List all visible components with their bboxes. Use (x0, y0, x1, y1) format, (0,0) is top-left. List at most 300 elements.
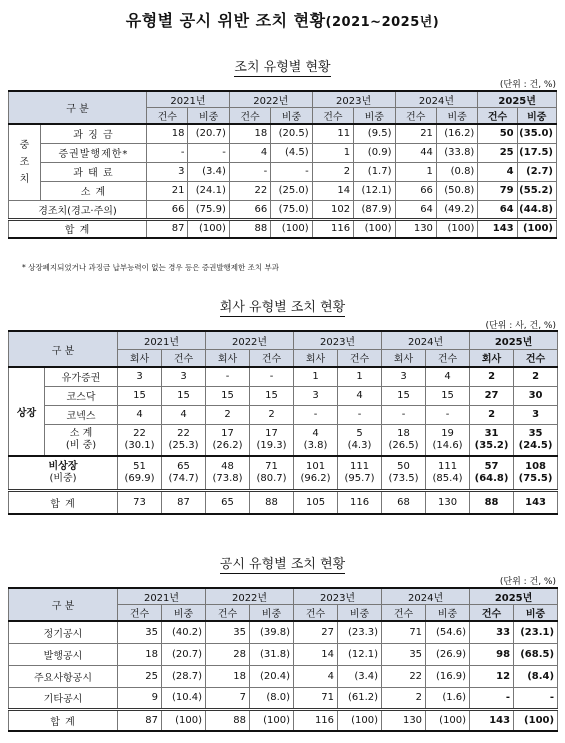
value-cell: 2 (470, 367, 514, 386)
value-cell: (61.2) (338, 687, 382, 709)
value-cell: (2.7) (517, 162, 556, 181)
count-header: 건수 (147, 108, 188, 125)
value-cell: 30 (514, 386, 558, 405)
table-row (9, 621, 558, 643)
value-cell: - (382, 405, 426, 424)
count-header: 건수 (250, 349, 294, 367)
value-cell: 3 (514, 405, 558, 424)
ratio-value: (95.7) (344, 472, 375, 484)
count-value: 50 (397, 460, 410, 472)
value-cell: (12.1) (338, 643, 382, 665)
value-cell: 64 (478, 200, 517, 219)
value-cell: 3 (162, 367, 206, 386)
value-cell: 71 (294, 687, 338, 709)
value-cell: 14 (294, 643, 338, 665)
count-header: 건수 (395, 108, 436, 125)
value-cell (514, 456, 558, 490)
value-cell: 66 (147, 200, 188, 219)
value-cell: (33.8) (436, 143, 477, 162)
value-cell: (100) (426, 709, 470, 731)
ratio-header: 비중 (354, 108, 395, 125)
value-cell: 105 (294, 490, 338, 514)
count-value: 35 (528, 427, 543, 439)
row-label (9, 456, 118, 490)
row-label: 과 징 금 (40, 124, 146, 143)
count-header: 건수 (426, 349, 470, 367)
value-cell (470, 456, 514, 490)
page-title: 유형별 공시 위반 조치 현황(2021~2025년) (125, 11, 440, 30)
ratio-value: (73.8) (212, 472, 243, 484)
year-header: 2025년 (470, 588, 558, 605)
value-cell: 66 (395, 181, 436, 200)
value-cell: 15 (206, 386, 250, 405)
count-header: 건수 (478, 108, 517, 125)
row-label: 발행공시 (9, 643, 118, 665)
table-row (9, 181, 557, 200)
value-cell: 143 (470, 709, 514, 731)
value-cell: (100) (354, 219, 395, 238)
value-cell: 4 (478, 162, 517, 181)
value-cell: 3 (147, 162, 188, 181)
value-cell (250, 456, 294, 490)
ratio-header: 비중 (426, 605, 470, 622)
table-row (9, 687, 558, 709)
company-header: 회사 (206, 349, 250, 367)
ratio-value: (75.5) (518, 472, 553, 484)
ratio-header: 비중 (188, 108, 229, 125)
value-cell: 87 (147, 219, 188, 238)
value-cell: (10.4) (162, 687, 206, 709)
value-cell: (23.1) (514, 621, 558, 643)
row-label: 코넥스 (45, 405, 118, 424)
table-row (9, 424, 558, 456)
count-header: 건수 (338, 349, 382, 367)
value-cell: 27 (294, 621, 338, 643)
count-value: 108 (525, 460, 546, 472)
value-cell: 87 (162, 490, 206, 514)
value-cell (162, 424, 206, 456)
value-cell: (75.0) (271, 200, 312, 219)
value-cell: 7 (206, 687, 250, 709)
value-cell: 12 (470, 665, 514, 687)
value-cell: 11 (312, 124, 353, 143)
value-cell: (39.8) (250, 621, 294, 643)
table-row (9, 490, 558, 514)
ratio-header: 비중 (250, 605, 294, 622)
count-value: 17 (221, 427, 234, 439)
value-cell: - (426, 405, 470, 424)
value-cell: 88 (470, 490, 514, 514)
value-cell: (26.9) (426, 643, 470, 665)
value-cell: 1 (338, 367, 382, 386)
value-cell (118, 456, 162, 490)
value-cell: 21 (147, 181, 188, 200)
value-cell: 18 (206, 665, 250, 687)
value-cell: 116 (294, 709, 338, 731)
table-row (9, 124, 557, 143)
value-cell: (49.2) (436, 200, 477, 219)
value-cell: 87 (118, 709, 162, 731)
value-cell: (4.5) (271, 143, 312, 162)
row-label: 주요사항공시 (9, 665, 118, 687)
value-cell: (20.7) (188, 124, 229, 143)
value-cell: 73 (118, 490, 162, 514)
value-cell: 1 (395, 162, 436, 181)
ratio-value: (64.8) (474, 472, 509, 484)
value-cell: 88 (250, 490, 294, 514)
value-cell: 143 (514, 490, 558, 514)
value-cell: 116 (338, 490, 382, 514)
value-cell: 130 (395, 219, 436, 238)
table3-unit: (단위 : 건, %) (499, 577, 556, 587)
value-cell: 18 (229, 124, 270, 143)
company-header: 회사 (118, 349, 162, 367)
value-cell: - (229, 162, 270, 181)
label-line: (비 중) (65, 439, 97, 451)
ratio-value: (26.2) (212, 439, 243, 451)
value-cell: (8.0) (250, 687, 294, 709)
value-cell: 2 (382, 687, 426, 709)
value-cell (426, 456, 470, 490)
count-value: 5 (356, 427, 363, 439)
value-cell: (20.4) (250, 665, 294, 687)
value-cell: 64 (395, 200, 436, 219)
year-header: 2022년 (206, 588, 294, 605)
value-cell: (25.0) (271, 181, 312, 200)
value-cell: 88 (229, 219, 270, 238)
value-cell (426, 424, 470, 456)
value-cell: 44 (395, 143, 436, 162)
value-cell (514, 424, 558, 456)
value-cell: 143 (478, 219, 517, 238)
value-cell: 15 (382, 386, 426, 405)
count-header: 건수 (118, 605, 162, 622)
value-cell: (100) (338, 709, 382, 731)
value-cell: (44.8) (517, 200, 556, 219)
count-header: 건수 (470, 605, 514, 622)
ratio-header: 비중 (514, 605, 558, 622)
row-label: 증권발행제한* (40, 143, 146, 162)
ratio-value: (25.3) (168, 439, 199, 451)
gubun-header: 구 분 (9, 91, 147, 124)
table-row (9, 665, 558, 687)
table-row (9, 162, 557, 181)
count-header: 건수 (206, 605, 250, 622)
ratio-value: (24.5) (518, 439, 553, 451)
value-cell: 22 (229, 181, 270, 200)
value-cell (470, 424, 514, 456)
value-cell: 2 (514, 367, 558, 386)
total-label: 합 계 (9, 709, 118, 731)
value-cell: (87.9) (354, 200, 395, 219)
count-value: 101 (305, 460, 326, 472)
value-cell (294, 456, 338, 490)
value-cell: (9.5) (354, 124, 395, 143)
ratio-value: (69.9) (124, 472, 155, 484)
value-cell: (100) (514, 709, 558, 731)
value-cell: - (470, 687, 514, 709)
year-header: 2025년 (478, 91, 557, 108)
count-value: 22 (133, 427, 146, 439)
value-cell: (55.2) (517, 181, 556, 200)
company-header: 회사 (470, 349, 514, 367)
ratio-value: (19.3) (256, 439, 287, 451)
value-cell (382, 424, 426, 456)
value-cell: 4 (426, 367, 470, 386)
value-cell: 28 (206, 643, 250, 665)
value-cell: 25 (118, 665, 162, 687)
value-cell: 21 (395, 124, 436, 143)
value-cell: 2 (206, 405, 250, 424)
row-label: 기타공시 (9, 687, 118, 709)
value-cell: - (147, 143, 188, 162)
value-cell: (24.1) (188, 181, 229, 200)
value-cell: 27 (470, 386, 514, 405)
company-type-table (8, 330, 558, 515)
ratio-header: 비중 (517, 108, 556, 125)
value-cell: 65 (206, 490, 250, 514)
value-cell: 3 (294, 386, 338, 405)
value-cell: - (206, 367, 250, 386)
value-cell: (1.7) (354, 162, 395, 181)
value-cell: 4 (162, 405, 206, 424)
ratio-value: (35.2) (474, 439, 509, 451)
row-label: 유가증권 (45, 367, 118, 386)
ratio-value: (14.6) (432, 439, 463, 451)
label-line: 비상장 (48, 460, 78, 472)
value-cell (382, 456, 426, 490)
value-cell: (40.2) (162, 621, 206, 643)
value-cell: (3.4) (338, 665, 382, 687)
count-value: 18 (397, 427, 410, 439)
value-cell: 15 (426, 386, 470, 405)
ratio-header: 비중 (338, 605, 382, 622)
action-type-table (8, 90, 557, 239)
row-label: 정기공시 (9, 621, 118, 643)
value-cell: - (250, 367, 294, 386)
count-value: 48 (221, 460, 234, 472)
ratio-value: (3.8) (303, 439, 328, 451)
value-cell: (50.8) (436, 181, 477, 200)
year-header: 2021년 (118, 588, 206, 605)
count-header: 건수 (382, 605, 426, 622)
value-cell: 18 (118, 643, 162, 665)
year-header: 2025년 (470, 331, 558, 349)
disclosure-type-table (8, 587, 558, 732)
value-cell (206, 456, 250, 490)
count-header: 건수 (312, 108, 353, 125)
value-cell: 14 (312, 181, 353, 200)
value-cell: 9 (118, 687, 162, 709)
value-cell: (8.4) (514, 665, 558, 687)
value-cell: (12.1) (354, 181, 395, 200)
count-value: 71 (265, 460, 278, 472)
table2-unit: (단위 : 사, 건, %) (485, 321, 556, 331)
table1-unit: (단위 : 건, %) (499, 80, 556, 90)
count-value: 19 (441, 427, 454, 439)
count-header: 건수 (514, 349, 558, 367)
year-header: 2021년 (147, 91, 230, 108)
row-label: 경조치(경고·주의) (9, 200, 147, 219)
total-label: 합 계 (9, 219, 147, 238)
value-cell: (100) (188, 219, 229, 238)
value-cell: (0.9) (354, 143, 395, 162)
gubun-header: 구 분 (9, 588, 118, 621)
year-header: 2023년 (312, 91, 395, 108)
count-value: 65 (177, 460, 190, 472)
value-cell: (20.7) (162, 643, 206, 665)
value-cell: (100) (250, 709, 294, 731)
value-cell: 66 (229, 200, 270, 219)
value-cell: - (514, 687, 558, 709)
count-header: 건수 (229, 108, 270, 125)
year-header: 2022년 (229, 91, 312, 108)
value-cell (294, 424, 338, 456)
value-cell: (28.7) (162, 665, 206, 687)
value-cell (162, 456, 206, 490)
value-cell: 130 (382, 709, 426, 731)
count-value: 31 (484, 427, 499, 439)
count-value: 57 (484, 460, 499, 472)
year-header: 2023년 (294, 331, 382, 349)
table1-subtitle: 조치 유형별 현황 (234, 60, 331, 75)
value-cell: (100) (271, 219, 312, 238)
value-cell: (100) (162, 709, 206, 731)
value-cell: 2 (312, 162, 353, 181)
value-cell: (54.6) (426, 621, 470, 643)
value-cell: 116 (312, 219, 353, 238)
year-header: 2024년 (382, 331, 470, 349)
value-cell: (20.5) (271, 124, 312, 143)
count-value: 22 (177, 427, 190, 439)
ratio-value: (73.5) (388, 472, 419, 484)
table-row (9, 386, 558, 405)
ratio-value: (30.1) (124, 439, 155, 451)
table2-subtitle: 회사 유형별 조치 현황 (219, 300, 346, 315)
value-cell: 88 (206, 709, 250, 731)
value-cell: 68 (382, 490, 426, 514)
value-cell: 4 (229, 143, 270, 162)
value-cell: (35.0) (517, 124, 556, 143)
value-cell: 71 (382, 621, 426, 643)
ratio-value: (96.2) (300, 472, 331, 484)
value-cell (338, 456, 382, 490)
value-cell: 15 (162, 386, 206, 405)
table-row (9, 367, 558, 386)
count-value: 4 (312, 427, 319, 439)
table-row (9, 143, 557, 162)
count-value: 17 (265, 427, 278, 439)
year-header: 2023년 (294, 588, 382, 605)
table-row (9, 200, 557, 219)
value-cell: (3.4) (188, 162, 229, 181)
count-value: 111 (349, 460, 370, 472)
value-cell: 98 (470, 643, 514, 665)
value-cell: 102 (312, 200, 353, 219)
year-header: 2024년 (395, 91, 478, 108)
year-header: 2022년 (206, 331, 294, 349)
value-cell (206, 424, 250, 456)
row-label: 코스닥 (45, 386, 118, 405)
ratio-value: (26.5) (388, 439, 419, 451)
value-cell: (16.9) (426, 665, 470, 687)
value-cell: 4 (294, 665, 338, 687)
total-label: 합 계 (9, 490, 118, 514)
value-cell: 22 (382, 665, 426, 687)
table-row (9, 709, 558, 731)
year-header: 2024년 (382, 588, 470, 605)
count-value: 111 (438, 460, 458, 472)
row-label: 소 계 (40, 181, 146, 200)
value-cell: 1 (312, 143, 353, 162)
count-value: 51 (133, 460, 146, 472)
table3-subtitle: 공시 유형별 조치 현황 (219, 557, 346, 572)
value-cell: 1 (294, 367, 338, 386)
value-cell: 35 (382, 643, 426, 665)
value-cell (338, 424, 382, 456)
value-cell: (23.3) (338, 621, 382, 643)
value-cell: 4 (338, 386, 382, 405)
table1-footnote: * 상장폐지되었거나 과징금 납부능력이 없는 경우 등은 증권발행제한 조치 부과 (22, 263, 280, 272)
row-label: 과 태 료 (40, 162, 146, 181)
table-row (9, 219, 557, 238)
group-label: 상장 (9, 367, 45, 456)
value-cell: (0.8) (436, 162, 477, 181)
table-row (9, 405, 558, 424)
value-cell: 25 (478, 143, 517, 162)
table-row (9, 643, 558, 665)
label-line: 소 계 (69, 427, 93, 439)
value-cell: (75.9) (188, 200, 229, 219)
value-cell: (68.5) (514, 643, 558, 665)
value-cell (118, 424, 162, 456)
value-cell: - (338, 405, 382, 424)
count-header: 건수 (294, 605, 338, 622)
ratio-header: 비중 (436, 108, 477, 125)
value-cell: (17.5) (517, 143, 556, 162)
value-cell: - (188, 143, 229, 162)
year-header: 2021년 (118, 331, 206, 349)
company-header: 회사 (294, 349, 338, 367)
ratio-value: (80.7) (256, 472, 287, 484)
value-cell (250, 424, 294, 456)
value-cell: 79 (478, 181, 517, 200)
value-cell: 15 (250, 386, 294, 405)
value-cell: (16.2) (436, 124, 477, 143)
value-cell: 2 (250, 405, 294, 424)
ratio-header: 비중 (271, 108, 312, 125)
value-cell: 15 (118, 386, 162, 405)
table-row (9, 456, 558, 490)
value-cell: 3 (382, 367, 426, 386)
row-label (45, 424, 118, 456)
gubun-header: 구 분 (9, 331, 118, 367)
value-cell: (100) (517, 219, 556, 238)
value-cell: (31.8) (250, 643, 294, 665)
value-cell: 2 (470, 405, 514, 424)
value-cell: 4 (118, 405, 162, 424)
value-cell: (1.6) (426, 687, 470, 709)
ratio-value: (85.4) (432, 472, 463, 484)
group-label: 중조치 (9, 124, 41, 200)
value-cell: 35 (118, 621, 162, 643)
value-cell: 35 (206, 621, 250, 643)
value-cell: - (294, 405, 338, 424)
value-cell: - (271, 162, 312, 181)
value-cell: 33 (470, 621, 514, 643)
ratio-value: (74.7) (168, 472, 199, 484)
value-cell: (100) (436, 219, 477, 238)
